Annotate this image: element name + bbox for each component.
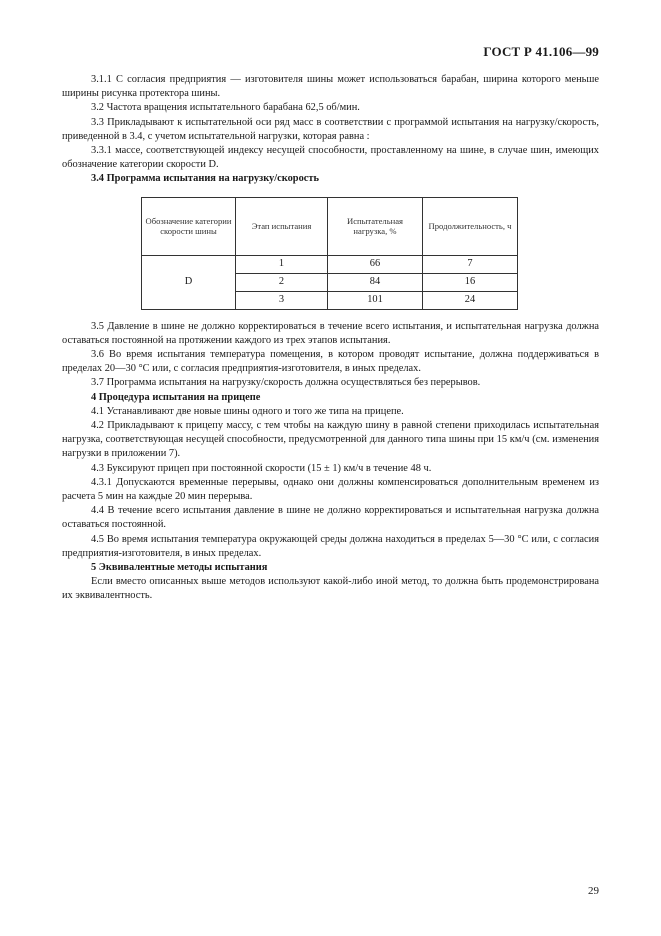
paragraph-3-7: 3.7 Программа испытания на нагрузку/скорость должна осуществляться без перерывов. xyxy=(91,377,481,389)
paragraph-4-4: 4.4 В течение всего испытания давление в шине не должно корректироваться и испытательная нагрузка должна оставаться постоянной. xyxy=(62,505,599,531)
paragraph-5: Если вместо описанных выше методов используют какой-либо иной метод, то должна быть продемонстрирована их эквивалентность. xyxy=(62,576,599,602)
stage-cell: 1 xyxy=(236,255,328,273)
duration-cell: 24 xyxy=(423,291,518,309)
document-id: ГОСТ Р 41.106—99 xyxy=(483,44,599,59)
paragraph-3-3-1: 3.3.1 массе, соответствующей индексу несущей способности, проставленному на шине, в случае шин, имеющих обозначение категории скорости D. xyxy=(62,145,599,171)
heading-3-4: 3.4 Программа испытания на нагрузку/скорость xyxy=(91,173,319,185)
paragraph-3-3: 3.3 Прикладывают к испытательной оси ряд масс в соответствии с программой испытания на нагрузку/скорость, приведенной в 3.4, с учетом испытательной нагрузки, которая равна : xyxy=(62,116,599,142)
document-body xyxy=(62,73,599,604)
duration-cell: 7 xyxy=(423,255,518,273)
paragraph-3-5: 3.5 Давление в шине не должно корректироваться в течение всего испытания, и испытательная нагрузка должна оставаться постоянной на протяжении каждого из трех этапов испытания. xyxy=(62,320,599,346)
stage-cell: 2 xyxy=(236,273,328,291)
table-row xyxy=(142,255,518,273)
load-speed-table xyxy=(141,197,518,310)
paragraph-4-2: 4.2 Прикладывают к прицепу массу, с тем чтобы на каждую шину в равной степени приходилась испытательная нагрузка, соответствующая несущей способности, предусмотренной для данного типа шины при 15 км/ч (см. изменения нагрузки в приложении 7). xyxy=(62,420,599,460)
header-speed-category: Обозначение категории скорости шины xyxy=(142,197,236,255)
page-number: 29 xyxy=(588,885,599,897)
paragraph-4-3: 4.3 Буксируют прицеп при постоянной скорости (15 ± 1) км/ч в течение 48 ч. xyxy=(91,462,432,474)
paragraph-3-2: 3.2 Частота вращения испытательного барабана 62,5 об/мин. xyxy=(91,102,360,114)
table-header-row xyxy=(142,197,518,255)
load-cell: 84 xyxy=(328,273,423,291)
header-load: Испытательная нагрузка, % xyxy=(328,197,423,255)
heading-5: 5 Эквивалентные методы испытания xyxy=(91,562,268,574)
paragraph-4-3-1: 4.3.1 Допускаются временные перерывы, однако они должны компенсироваться дополнительным временем из расчета 5 мин на каждые 20 мин перерыва. xyxy=(62,476,599,503)
paragraph-3-1-1: 3.1.1 С согласия предприятия — изготовителя шины может использоваться барабан, ширина которого меньше ширины рисунка протектора шины. xyxy=(62,74,599,100)
stage-cell: 3 xyxy=(236,291,328,309)
paragraph-3-6: 3.6 Во время испытания температура помещения, в котором проводят испытание, должна поддерживаться в пределах 20—30 °С или, с согласия предприятия-изготовителя, в иных пределах. xyxy=(62,349,599,375)
load-cell: 101 xyxy=(328,291,423,309)
heading-4: 4 Процедура испытания на прицепе xyxy=(91,391,261,403)
duration-cell: 16 xyxy=(423,273,518,291)
header-duration: Продолжительность, ч xyxy=(423,197,518,255)
paragraph-4-1: 4.1 Устанавливают две новые шины одного и того же типа на прицепе. xyxy=(91,405,404,417)
header-stage: Этап испытания xyxy=(236,197,328,255)
load-cell: 66 xyxy=(328,255,423,273)
speed-category-cell: D xyxy=(142,255,236,309)
paragraph-4-5: 4.5 Во время испытания температура окружающей среды должна находиться в пределах 5—30 °С или, с согласия предприятия-изготовителя, в иных пределах. xyxy=(62,533,599,559)
